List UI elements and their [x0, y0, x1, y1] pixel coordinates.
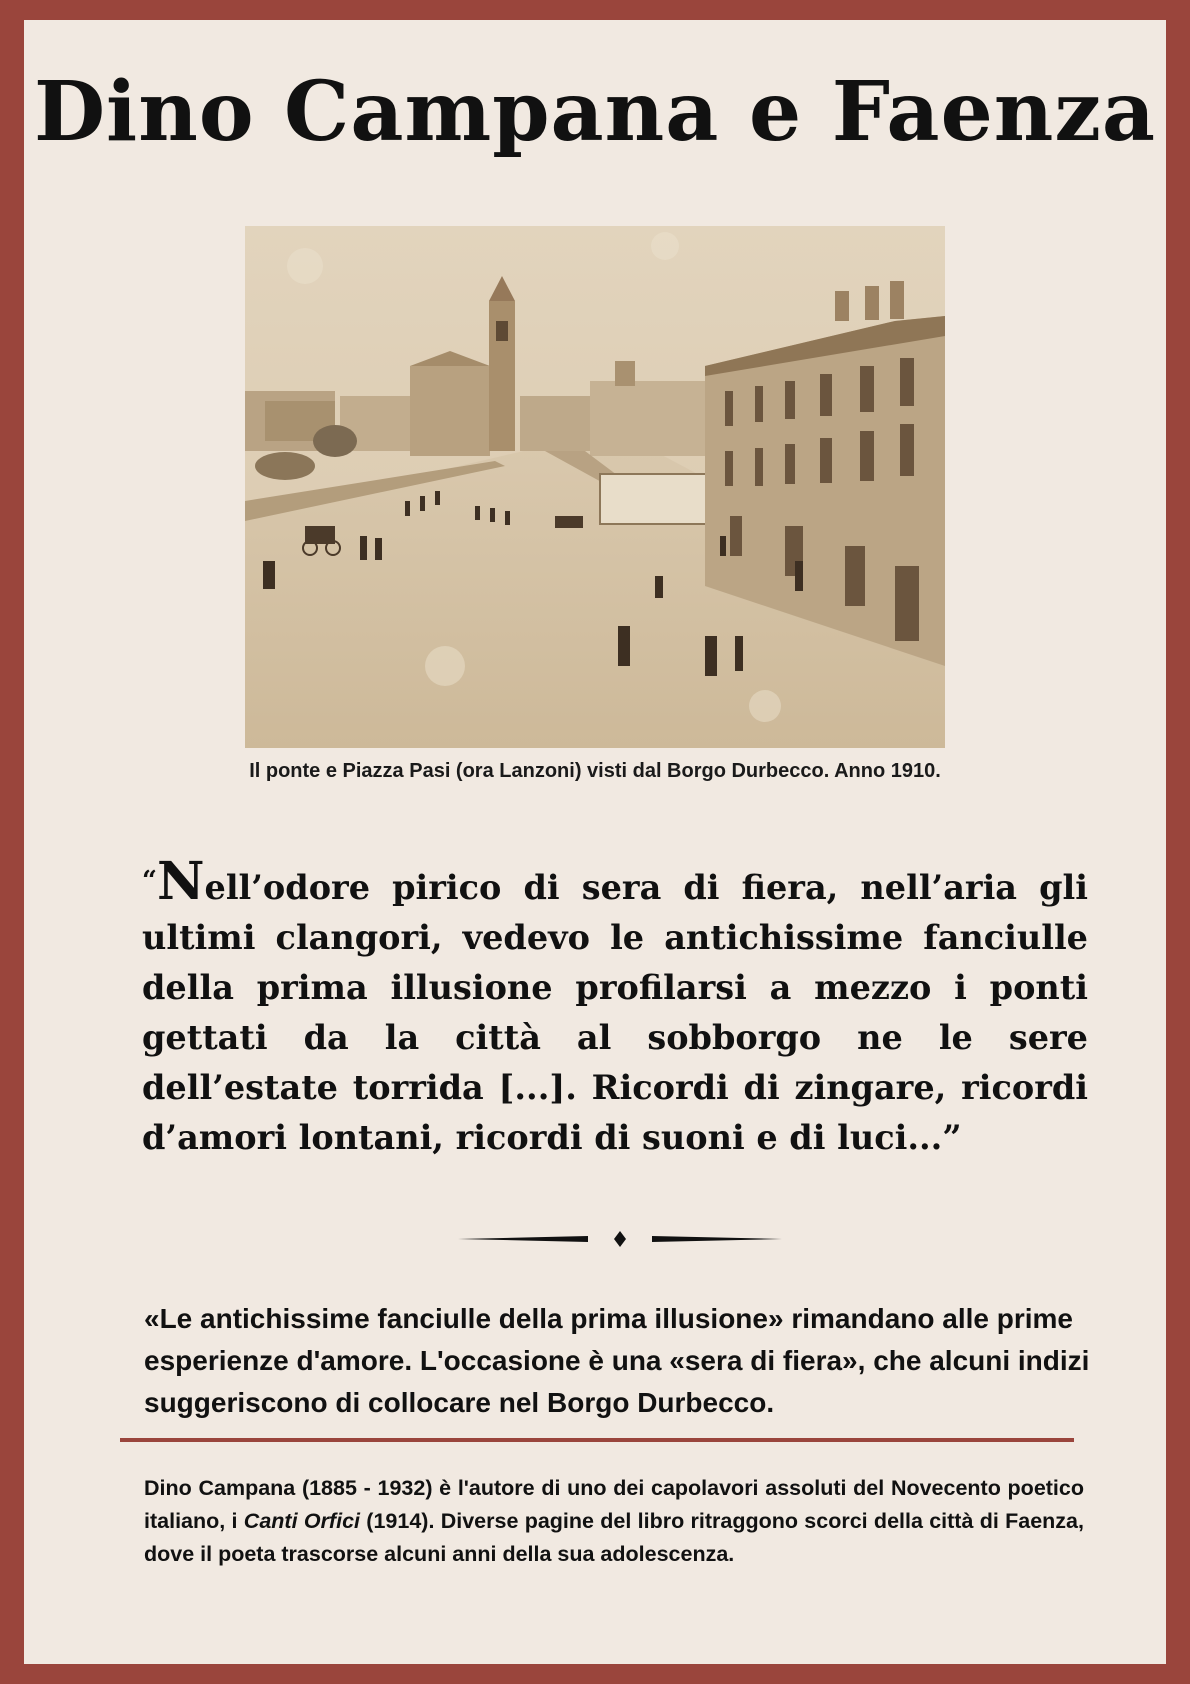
quote-text: ell’odore pirico di sera di fiera, nell’aria gli ultimi clangori, vedevo le antichissime fanciulle della prima illusione profilarsi a mezzo i ponti gettati da la città al sobborgo ne le sere dell’estate torrida [...]. Ricordi di zingare, ricordi d’amori lontani, ricordi di suoni e di luci...” [142, 868, 1088, 1157]
bio-text-start: Dino Campana (1885 - 1932) è l'autore di uno dei capolavori assoluti del Novecento poetico italiano, i [144, 1476, 1084, 1533]
poster-title: Dino Campana e Faenza [33, 64, 1157, 160]
author-bio [144, 1472, 1084, 1571]
photo-illustration [245, 226, 945, 748]
opening-quote-mark: “ [142, 866, 157, 896]
drop-cap: N [156, 851, 205, 912]
photo-caption: Il ponte e Piazza Pasi (ora Lanzoni) visti dal Borgo Durbecco. Anno 1910. [249, 760, 941, 782]
ornamental-divider [458, 1230, 782, 1248]
section-divider [120, 1438, 1074, 1442]
poster-page [24, 20, 1166, 1664]
bio-text-end: (1914). Diverse pagine del libro ritraggono scorci della città di Faenza, dove il poeta trascorse alcuni anni della sua adolescenza. [144, 1509, 1084, 1566]
poem-quote [142, 851, 1088, 1163]
explanatory-text: «Le antichissime fanciulle della prima illusione» rimandano alle prime esperienze d'amore. L'occasione è una «sera di fiera», che alcuni indizi suggeriscono di collocare nel Borgo Durbecco. [144, 1303, 1090, 1418]
book-title: Canti Orfici [243, 1509, 360, 1533]
historic-photo [245, 226, 945, 748]
